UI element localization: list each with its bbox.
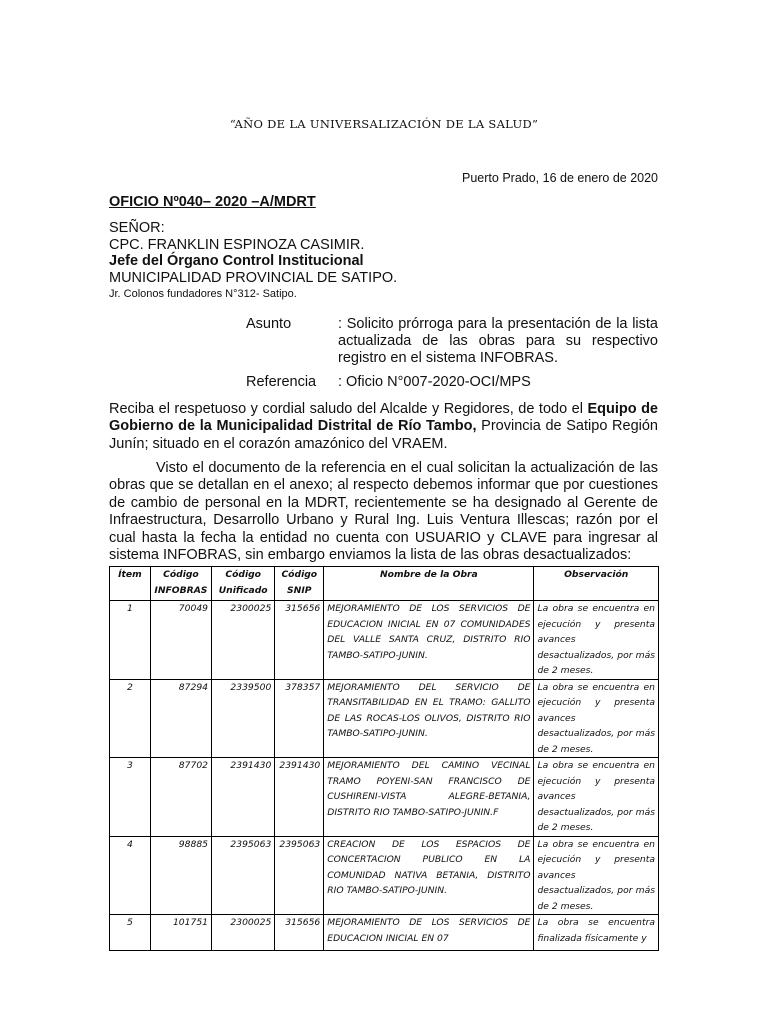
greeting-bold-entity: Equipo de Gobierno de la Municipalidad Distrital de Río Tambo, (109, 401, 658, 435)
cell-observacion: La obra se encuentra en ejecución y presenta avances desactualizados, por más de 2 meses. (534, 601, 659, 680)
asunto-label: Asunto (246, 316, 292, 332)
oficio-title: OFICIO Nº040– 2020 –A/MDRT (109, 194, 316, 210)
cell-item: 5 (110, 915, 151, 951)
cell-unificado: 2300025 (212, 601, 275, 680)
recipient-name: CPC. FRANKLIN ESPINOZA CASIMIR. (109, 237, 365, 253)
cell-snip: 378357 (275, 679, 324, 758)
cell-unificado: 2339500 (212, 679, 275, 758)
cell-snip: 315656 (275, 915, 324, 951)
header-snip: Código SNIP (275, 567, 324, 601)
cell-item: 4 (110, 836, 151, 915)
cell-infobras: 98885 (150, 836, 211, 915)
recipient-position: Jefe del Órgano Control Institucional (109, 253, 364, 269)
referencia-text: : Oficio N°007-2020-OCI/MPS (338, 374, 531, 390)
header-item: Ítem (110, 567, 151, 601)
referencia-label: Referencia (246, 374, 317, 390)
cell-snip: 2391430 (275, 758, 324, 837)
cell-nombre: MEJORAMIENTO DEL SERVICIO DE TRANSITABILIDAD EN EL TRAMO: GALLITO DE LAS ROCAS-LOS OLIVOS, DISTRITO RIO TAMBO-SATIPO-JUNIN. (324, 679, 534, 758)
cell-observacion: La obra se encuentra en ejecución y presenta avances desactualizados, por más de 2 meses. (534, 679, 659, 758)
cell-item: 1 (110, 601, 151, 680)
cell-observacion: La obra se encuentra finalizada físicamente y (534, 915, 659, 951)
date-line: Puerto Prado, 16 de enero de 2020 (462, 171, 658, 185)
recipient-institution: MUNICIPALIDAD PROVINCIAL DE SATIPO. (109, 270, 398, 286)
year-motto: “AÑO DE LA UNIVERSALIZACIÓN DE LA SALUD” (229, 117, 539, 131)
header-unificado: Código Unificado (212, 567, 275, 601)
table-row (110, 758, 659, 837)
body-paragraph: Visto el documento de la referencia en el cual solicitan la actualización de las obras que se detallan en el anexo; al respecto debemos informar que por cuestiones de cambio de personal en la MDRT, recientemente se ha designado al Gerente de Infraestructura, Desarrollo Urbano y Rural Ing. Luis Ventura Illescas; razón por el cual hasta la fecha la entidad no cuenta con USUARIO y CLAVE para ingresar al sistema INFOBRAS, sin embargo enviamos la lista de las obras desactualizados: (109, 460, 658, 564)
cell-unificado: 2395063 (212, 836, 275, 915)
cell-snip: 2395063 (275, 836, 324, 915)
cell-unificado: 2391430 (212, 758, 275, 837)
asunto-text: : Solicito prórroga para la presentación de la lista actualizada de las obras para su respectivo registro en el sistema INFOBRAS. (338, 316, 658, 366)
table-row (110, 836, 659, 915)
cell-nombre: MEJORAMIENTO DE LOS SERVICIOS DE EDUCACION INICIAL EN 07 COMUNIDADES DEL VALLE SANTA CRUZ, DISTRITO RIO TAMBO-SATIPO-JUNIN. (324, 601, 534, 680)
table-header-row (110, 567, 659, 601)
cell-unificado: 2300025 (212, 915, 275, 951)
recipient-salutation: SEÑOR: (109, 220, 165, 236)
cell-observacion: La obra se encuentra en ejecución y presenta avances desactualizados, por más de 2 meses. (534, 758, 659, 837)
cell-infobras: 87294 (150, 679, 211, 758)
table-row (110, 601, 659, 680)
cell-item: 3 (110, 758, 151, 837)
cell-item: 2 (110, 679, 151, 758)
cell-infobras: 70049 (150, 601, 211, 680)
header-observacion: Observación (534, 567, 659, 601)
cell-observacion: La obra se encuentra en ejecución y presenta avances desactualizados, por más de 2 meses. (534, 836, 659, 915)
cell-nombre: MEJORAMIENTO DE LOS SERVICIOS DE EDUCACION INICIAL EN 07 (324, 915, 534, 951)
obras-table (109, 566, 659, 951)
greeting-paragraph (109, 401, 658, 453)
cell-nombre: MEJORAMIENTO DEL CAMINO VECINAL TRAMO POYENI-SAN FRANCISCO DE CUSHIRENI-VISTA ALEGRE-BETANIA, DISTRITO RIO TAMBO-SATIPO-JUNIN.F (324, 758, 534, 837)
recipient-address: Jr. Colonos fundadores N°312- Satipo. (109, 288, 297, 300)
table-row (110, 915, 659, 951)
greeting-text-b: Provincia de Satipo Región Junín; situado en el corazón amazónico del VRAEM. (109, 418, 658, 452)
cell-infobras: 87702 (150, 758, 211, 837)
cell-nombre: CREACION DE LOS ESPACIOS DE CONCERTACION PUBLICO EN LA COMUNIDAD NATIVA BETANIA, DISTRITO RIO TAMBO-SATIPO-JUNIN. (324, 836, 534, 915)
table-row (110, 679, 659, 758)
header-nombre: Nombre de la Obra (324, 567, 534, 601)
cell-snip: 315656 (275, 601, 324, 680)
greeting-text-a: Reciba el respetuoso y cordial saludo del Alcalde y Regidores, de todo el (109, 401, 588, 417)
cell-infobras: 101751 (150, 915, 211, 951)
header-infobras: Código INFOBRAS (150, 567, 211, 601)
